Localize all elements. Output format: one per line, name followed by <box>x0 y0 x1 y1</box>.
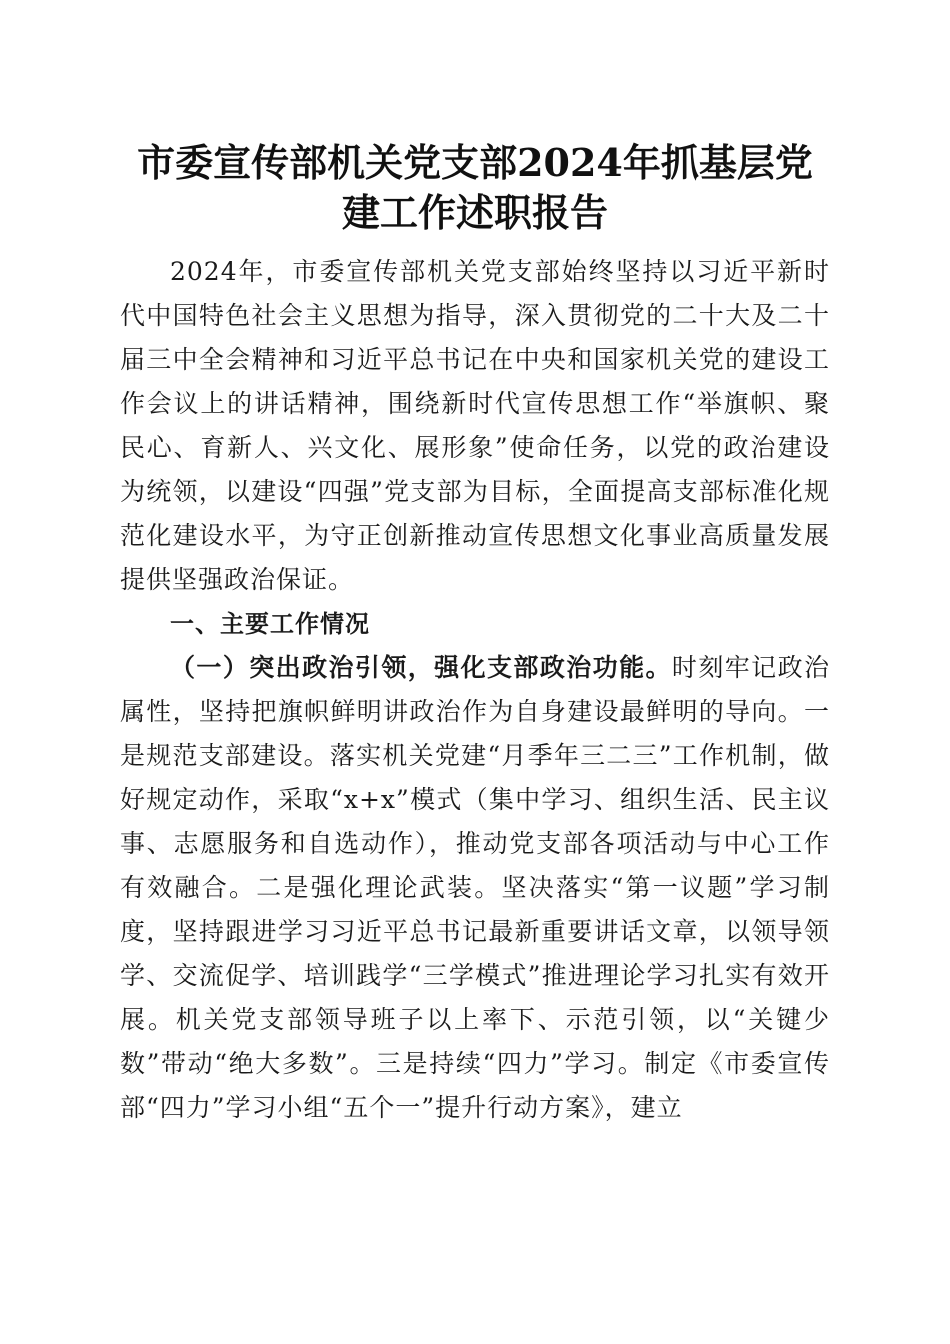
section-heading: 一、主要工作情况 <box>170 610 370 638</box>
subsection-body: 时刻牢记政治属性，坚持把旗帜鲜明讲政治作为自身建设最鲜明的导向。一是规范支部建设。落实机关党建“月季年三二三”工作机制，做好规定动作，采取“x+x”模式（集中学习、组织生活、民主议事、志愿服务和自选动作），推动党支部各项活动与中心工作有效融合。二是强化理论武装。坚决落实“第一议题”学习制度，坚持跟进学习习近平总书记最新重要讲话文章，以领导领学、交流促学、培训践学“三学模式”推进理论学习扎实有效开展。机关党支部领导班子以上率下、示范引领，以“关键少数”带动“绝大多数”。三是持续“四力”学习。制定《市委宣传部“四力”学习小组“五个一”提升行动方案》，建立 <box>120 653 830 1122</box>
document-body <box>120 250 830 1130</box>
intro-paragraph: 2024年，市委宣传部机关党支部始终坚持以习近平新时代中国特色社会主义思想为指导，深入贯彻党的二十大及二十届三中全会精神和习近平总书记在中央和国家机关党的建设工作会议上的讲话精神，围绕新时代宣传思想工作“举旗帜、聚民心、育新人、兴文化、展形象”使命任务，以党的政治建设为统领，以建设“四强”党支部为目标，全面提高支部标准化规范化建设水平，为守正创新推动宣传思想文化事业高质量发展提供坚强政治保证。 <box>120 257 830 594</box>
subsection-paragraph <box>120 646 830 1130</box>
subsection-heading: （一）突出政治引领，强化支部政治功能。 <box>170 653 672 682</box>
document-title: 市委宣传部机关党支部2024年抓基层党建工作述职报告 <box>137 140 813 235</box>
